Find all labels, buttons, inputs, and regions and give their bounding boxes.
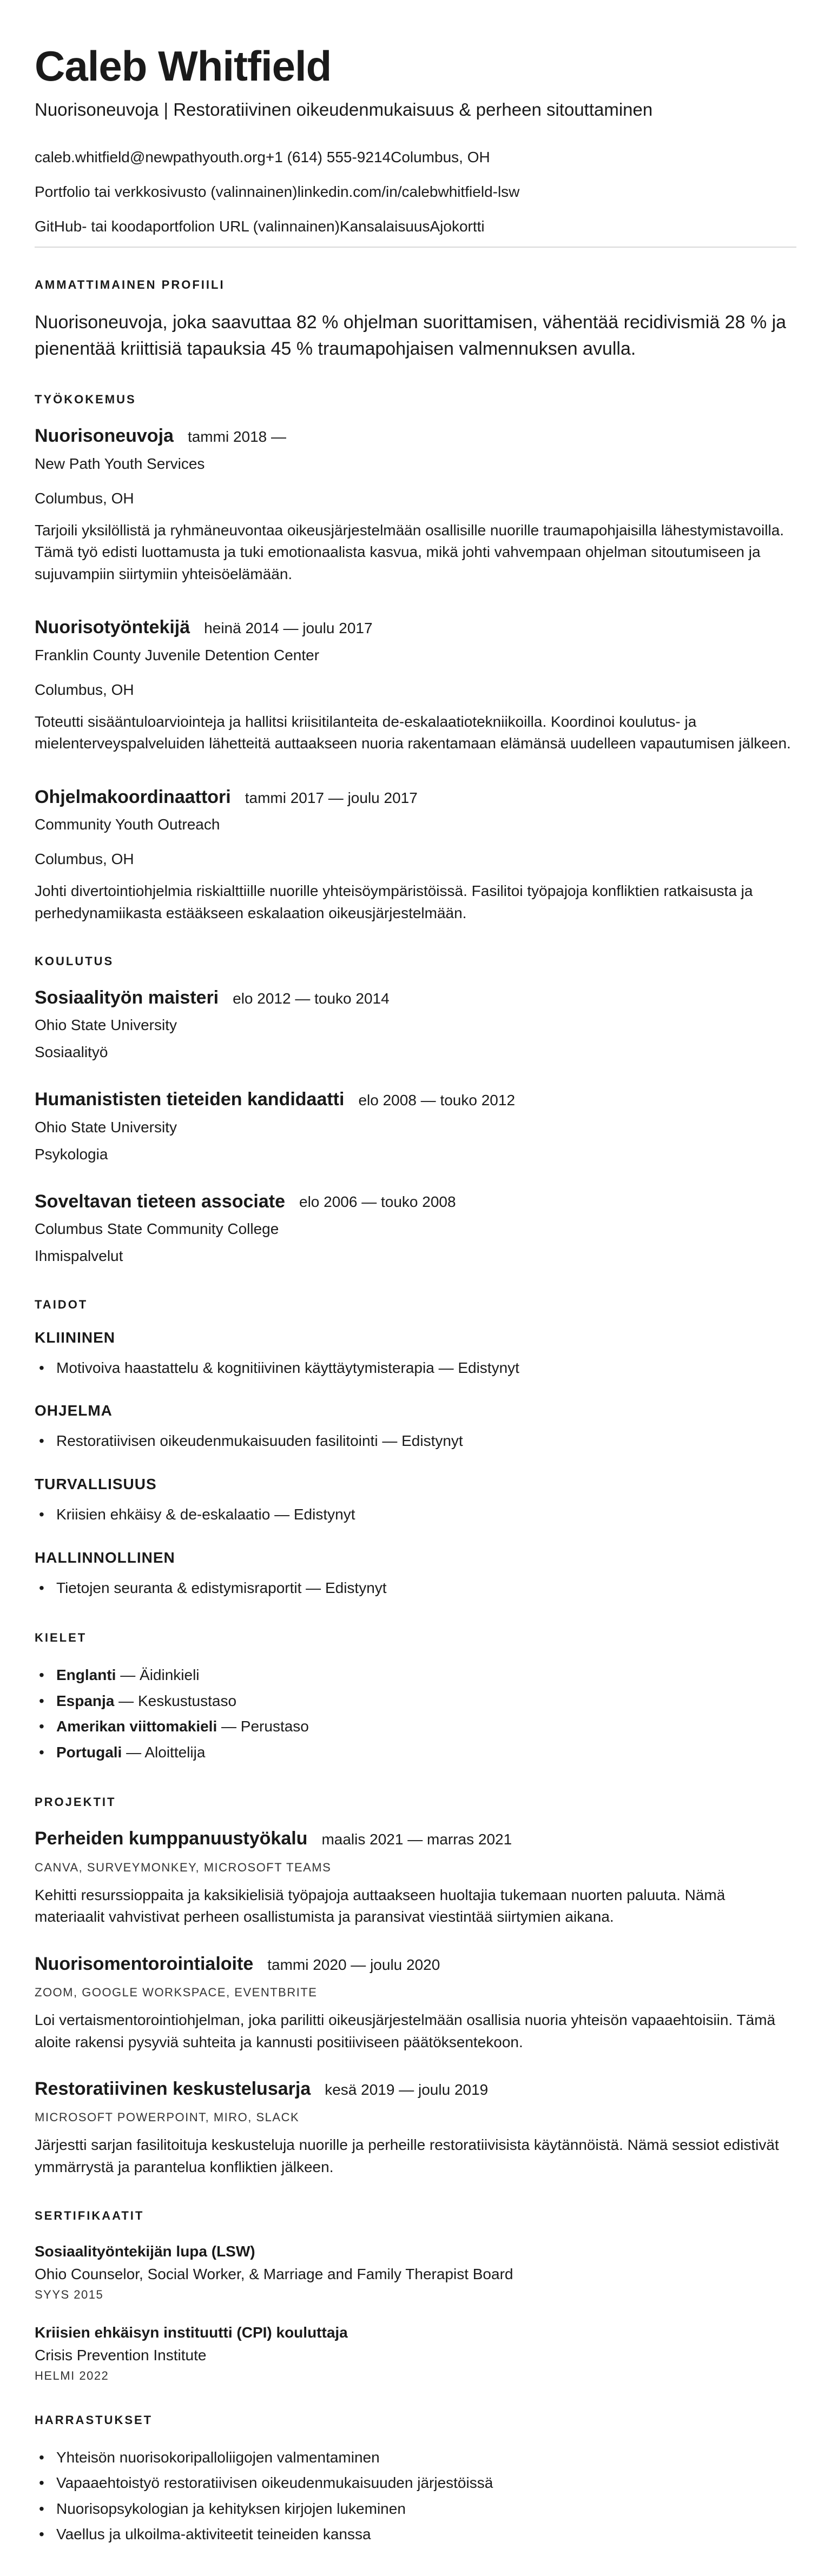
hobby-item: • Vaellus ja ulkoilma-aktiviteetit teineiden kanssa <box>35 2521 796 2547</box>
license-text: Ajokortti <box>430 218 485 235</box>
hobbies-section <box>35 2413 796 2547</box>
certification-entry <box>35 2321 796 2383</box>
language-item <box>35 1714 796 1740</box>
job-employer: New Path Youth Services <box>35 455 205 472</box>
project-entry <box>35 1827 796 1928</box>
job-description: Johti divertointiohjelmia riskialttiille nuorille yhteisöympäristöissä. Fasilitoi työpajoja konfliktien ratkaisusta ja perhedynamiikasta estääkseen eskalaation oikeusjärjestelmään. <box>35 882 753 921</box>
contact-row-3 <box>35 217 796 236</box>
job-description: Toteutti sisääntuloarviointeja ja hallitsi kriisitilanteita de-eskalaatiotekniikoilla. Koordinoi koulutus- ja mielenterveyspalveluiden lähetteitä auttaakseen nuoria rakentamaan elämänsä uudelleen vapautumisen jälkeen. <box>35 713 791 752</box>
experience-entry <box>35 424 796 585</box>
project-entry <box>35 1952 796 2053</box>
school-name: Ohio State University <box>35 1017 177 1034</box>
portfolio-placeholder: Portfolio tai verkkosivusto (valinnainen) <box>35 183 298 201</box>
education-entry <box>35 1190 796 1267</box>
job-dates: heinä 2014 — joulu 2017 <box>204 620 373 637</box>
language-name: Englanti <box>56 1667 116 1684</box>
project-tech: MICROSOFT POWERPOINT, MIRO, SLACK <box>35 2110 300 2124</box>
certifications-section <box>35 2209 796 2383</box>
hobby-item: • Yhteisön nuorisokoripalloliigojen valmentaminen <box>35 2445 796 2471</box>
cert-issuer: Ohio Counselor, Social Worker, & Marriage and Family Therapist Board <box>35 2265 513 2282</box>
skill-category: HALLINNOLLINEN <box>35 1549 175 1566</box>
linkedin-link[interactable]: linkedin.com/in/calebwhitfield-lsw <box>297 183 520 201</box>
education-section <box>35 954 796 1267</box>
project-name: Restoratiivinen keskustelusarja <box>35 2079 311 2100</box>
degree-dates: elo 2008 — touko 2012 <box>358 1092 516 1109</box>
job-employer: Community Youth Outreach <box>35 815 220 833</box>
language-level: — Aloittelija <box>122 1743 206 1761</box>
skill-group <box>35 1329 796 1381</box>
experience-heading: TYÖKOKEMUS <box>35 393 136 407</box>
project-dates: kesä 2019 — joulu 2019 <box>325 2081 489 2099</box>
degree-field: Ihmispalvelut <box>35 1247 123 1264</box>
degree-dates: elo 2006 — touko 2008 <box>299 1193 456 1211</box>
degree-dates: elo 2012 — touko 2014 <box>233 990 390 1007</box>
job-location: Columbus, OH <box>35 489 134 507</box>
project-entry <box>35 2077 796 2178</box>
skill-category: OHJELMA <box>35 1402 113 1419</box>
skill-item: • Tietojen seuranta & edistymisraportit — Edistynyt <box>35 1575 796 1601</box>
certification-entry <box>35 2240 796 2302</box>
cert-date: HELMI 2022 <box>35 2368 109 2382</box>
experience-entry <box>35 615 796 754</box>
contact-row-2 <box>35 182 796 202</box>
education-entry <box>35 986 796 1064</box>
job-location: Columbus, OH <box>35 850 134 867</box>
experience-section <box>35 393 796 924</box>
skills-section <box>35 1298 796 1601</box>
projects-section <box>35 1795 796 2178</box>
language-name: Amerikan viittomakieli <box>56 1718 217 1735</box>
github-placeholder: GitHub- tai koodaportfolion URL (valinnainen) <box>35 218 340 235</box>
contact-row-1 <box>35 148 796 167</box>
project-description: Loi vertaismentorointiohjelman, joka parilitti oikeusjärjestelmään osallisia nuoria yhteisön vapaaehtoisiin. Tämä aloite rakensi pysyviä suhteita ja kannusti positiiviseen päätöksentekoon. <box>35 2011 776 2050</box>
project-name: Perheiden kumppanuustyökalu <box>35 1828 308 1849</box>
degree-field: Psykologia <box>35 1145 108 1163</box>
candidate-headline: Nuorisoneuvoja | Restoratiivinen oikeudenmukaisuus & perheen sitouttaminen <box>35 99 653 119</box>
job-location: Columbus, OH <box>35 681 134 698</box>
job-dates: tammi 2018 — <box>187 428 287 446</box>
language-level: — Keskustustaso <box>114 1692 237 1709</box>
cert-date: SYYS 2015 <box>35 2287 104 2301</box>
language-item <box>35 1688 796 1714</box>
language-name: Portugali <box>56 1743 122 1761</box>
skill-item: • Motivoiva haastattelu & kognitiivinen käyttäytymisterapia — Edistynyt <box>35 1355 796 1381</box>
skills-heading: TAIDOT <box>35 1297 88 1311</box>
project-name: Nuorisomentorointialoite <box>35 1953 254 1974</box>
project-description: Kehitti resurssioppaita ja kaksikielisiä työpajoja auttaakseen huoltajia tukemaan nuorten paluuta. Nämä materiaalit vahvistivat perheen osallistumista ja paransivat viestintää siirtymien aikana. <box>35 1886 726 1926</box>
header-divider <box>35 247 796 248</box>
project-dates: maalis 2021 — marras 2021 <box>321 1831 512 1848</box>
school-name: Ohio State University <box>35 1118 177 1136</box>
job-employer: Franklin County Juvenile Detention Center <box>35 646 320 663</box>
skill-group <box>35 1549 796 1601</box>
language-name: Espanja <box>56 1692 115 1709</box>
phone-text: +1 (614) 555-9214 <box>265 148 391 165</box>
candidate-name: Caleb Whitfield <box>35 42 332 90</box>
hobby-item: • Vapaaehtoistyö restoratiivisen oikeudenmukaisuuden järjestöissä <box>35 2470 796 2496</box>
skill-category: TURVALLISUUS <box>35 1475 157 1492</box>
project-description: Järjestti sarjan fasilitoituja keskusteluja nuorille ja perheille restoratiivisista käytännöistä. Nämä sessiot edistivät ymmärrystä ja parantelua konfliktien jälkeen. <box>35 2136 779 2176</box>
projects-heading: PROJEKTIT <box>35 1795 116 1809</box>
project-dates: tammi 2020 — joulu 2020 <box>267 1956 440 1973</box>
email-link[interactable]: caleb.whitfield@newpathyouth.org <box>35 148 266 165</box>
profile-summary: Nuorisoneuvoja, joka saavuttaa 82 % ohjelman suorittamisen, vähentää recidivismiä 28 % ja pienentää kriittisiä tapauksia 45 % traumapohjaisen valmennuksen avulla. <box>35 311 787 360</box>
skill-group <box>35 1402 796 1454</box>
profile-section <box>35 278 796 363</box>
location-text: Columbus, OH <box>391 148 490 165</box>
job-description: Tarjoili yksilöllistä ja ryhmäneuvontaa oikeusjärjestelmään osallisille nuorille traumapohjaisilla lähestymistavoilla. Tämä työ edisti luottamusta ja tuki emotionaalista kasvua, mikä johti vahvempaan ohjelman sitoutumiseen ja sujuvampiin siirtymiin yhteisöelämään. <box>35 521 784 582</box>
profile-heading: AMMATTIMAINEN PROFIILI <box>35 277 225 291</box>
degree-title: Sosiaalityön maisteri <box>35 987 219 1008</box>
hobbies-heading: HARRASTUKSET <box>35 2413 153 2427</box>
languages-section <box>35 1631 796 1765</box>
skill-item: • Kriisien ehkäisy & de-eskalaatio — Edistynyt <box>35 1502 796 1528</box>
language-level: — Äidinkieli <box>116 1667 200 1684</box>
cert-name: Sosiaalityöntekijän lupa (LSW) <box>35 2242 255 2260</box>
skill-category: KLIININEN <box>35 1329 115 1346</box>
language-level: — Perustaso <box>217 1718 309 1735</box>
school-name: Columbus State Community College <box>35 1220 279 1237</box>
resume-header <box>35 43 796 248</box>
language-item <box>35 1662 796 1688</box>
language-item <box>35 1740 796 1765</box>
education-entry <box>35 1087 796 1165</box>
experience-entry <box>35 785 796 924</box>
job-title: Nuorisotyöntekijä <box>35 617 190 638</box>
degree-title: Humanististen tieteiden kandidaatti <box>35 1089 345 1110</box>
project-tech: CANVA, SURVEYMONKEY, MICROSOFT TEAMS <box>35 1860 332 1874</box>
project-tech: ZOOM, GOOGLE WORKSPACE, EVENTBRITE <box>35 1986 318 2000</box>
degree-field: Sosiaalityö <box>35 1044 108 1061</box>
citizenship-text: Kansalaisuus <box>339 218 430 235</box>
cert-issuer: Crisis Prevention Institute <box>35 2346 207 2363</box>
job-title: Ohjelmakoordinaattori <box>35 786 231 807</box>
skill-group <box>35 1476 796 1528</box>
job-dates: tammi 2017 — joulu 2017 <box>245 789 418 806</box>
certifications-heading: SERTIFIKAATIT <box>35 2208 144 2222</box>
degree-title: Soveltavan tieteen associate <box>35 1191 286 1212</box>
cert-name: Kriisien ehkäisyn instituutti (CPI) kouluttaja <box>35 2323 348 2341</box>
hobby-item: • Nuorisopsykologian ja kehityksen kirjojen lukeminen <box>35 2496 796 2522</box>
languages-heading: KIELET <box>35 1631 87 1645</box>
job-title: Nuorisoneuvoja <box>35 426 174 447</box>
education-heading: KOULUTUS <box>35 954 114 968</box>
skill-item: • Restoratiivisen oikeudenmukaisuuden fasilitointi — Edistynyt <box>35 1428 796 1454</box>
